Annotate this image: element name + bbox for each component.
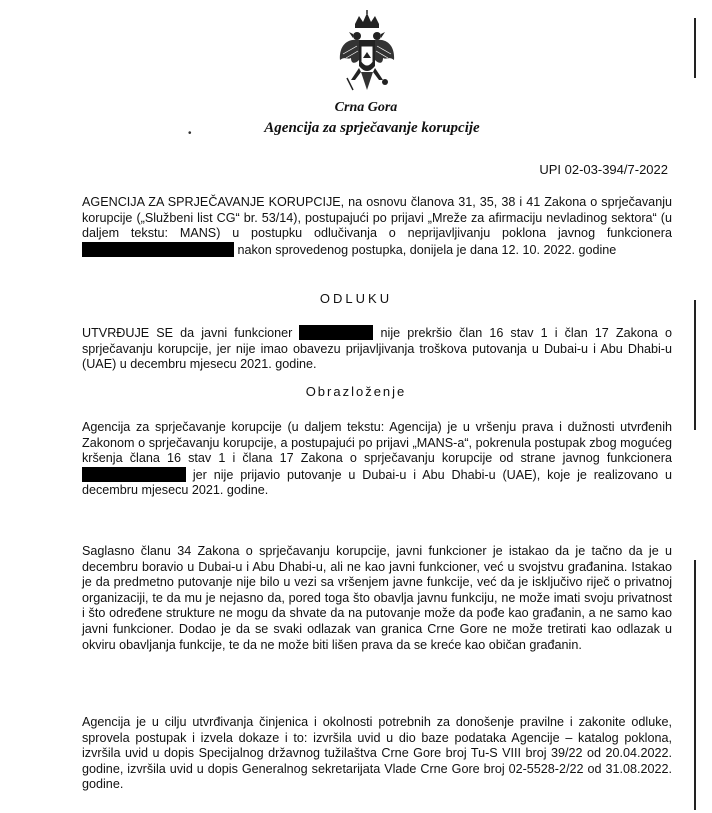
decision-heading: ODLUKU (319, 291, 393, 306)
decision-text-1: UTVRĐUJE SE da javni funkcioner (82, 326, 293, 340)
agency-name: Agencija za sprječavanje korupcije (264, 120, 480, 136)
reasoning-p1-text-1: Agencija za sprječavanje korupcije (u daljem tekstu: Agencija) je u vršenju prava i dužnosti utvrđenih Zakonom o sprječavanju korupcije, a postupajući po prijavi „MANS-a“, pokrenula postupak zbog mogućeg kršenja člana 16 stav 1 i člana 17 Zakona o sprječavanju korupcije od strane javnog funkcionera (82, 420, 672, 466)
reasoning-heading: Obrazloženje (305, 384, 407, 399)
scan-mark: • (188, 128, 192, 139)
reasoning-p1-text-2: jer nije prijavio putovanje u Dubai-u i Abu Dhabi-u (UAE), koje je realizovano u decembru mjesecu 2021. godine. (82, 467, 673, 498)
redaction-block (82, 242, 234, 257)
reasoning-paragraph-2: Saglasno članu 34 Zakona o sprječavanju korupcije, javni funkcioner je istakao da je tačno da je u decembru boravio u Dubai-u i Abu Dhabi-u, ali ne kao javni funkcioner, već u svojstvu građanina. Istakao je da predmetno putovanje nije bilo u vezi sa vršenjem javne funkcije, već da je isključivo riječ o privatnoj organizaciji, te da mu je nejasno da, pored toga što obavlja javnu funkciju, ne može imati svoju privatnost i što određene strukture ne mogu da shvate da na putovanje može da pođe kao građanin, a ne samo kao javni funkcioner. Dodao je da se svaki odlazak van granica Crne Gore ne može tretirati kao odlazak u okviru obavljanja funkcije, te da ne može biti lišen prava da se kreće kao običan građanin. (82, 544, 672, 652)
decision-paragraph (82, 325, 672, 373)
intro-paragraph (82, 195, 672, 258)
redaction-block (82, 467, 186, 482)
redaction-block (299, 325, 373, 340)
decision-text-2: nije prekršio član 16 stav 1 i član 17 Zakona o sprječavanju korupcije, jer nije imao obavezu prijavljivanja troškova putovanja u Dubai-u i Abu Dhabi-u (UAE) u decembru mjesecu 2021. godine. (82, 326, 672, 372)
intro-text-2: nakon sprovedenog postupka, donijela je dana 12. 10. 2022. godine (237, 242, 617, 257)
scan-edge-line (694, 300, 696, 430)
reasoning-paragraph-3: Agencija je u cilju utvrđivanja činjenica i okolnosti potrebnih za donošenje pravilne i zakonite odluke, sprovela postupak i izvela dokaze i to: izvršila uvid u dio baze podataka Agencije – katalog poklona, izvršila uvid u dopis Specijalnog državnog tužilaštva Crne Gore broj Tu-S VIII broj 39/22 od 20.04.2022. godine, izvršila uvid u dopis Generalnog sekretarijata Vlade Crne Gore broj 02-5528-2/22 od 31.08.2022. godine. (82, 715, 672, 792)
intro-text-1: AGENCIJA ZA SPRJEČAVANJE KORUPCIJE, na osnovu članova 31, 35, 38 i 41 Zakona o sprječavanju korupcije („Službeni list CG“ br. 53/14), postupajući po prijavi „Mreže za afirmaciju nevladinog sektora“ (u daljem tekstu: MANS) u postupku odlučivanja o neprijavljivanju poklona javnog funkcionera (82, 195, 672, 241)
scan-edge-line (694, 18, 696, 78)
scan-edge-line (694, 560, 696, 810)
reference-number: UPI 02-03-394/7-2022 (539, 162, 668, 177)
montenegro-coat-of-arms-icon (337, 10, 397, 98)
country-name: Crna Gora (334, 100, 398, 115)
reasoning-paragraph-1 (82, 420, 672, 499)
